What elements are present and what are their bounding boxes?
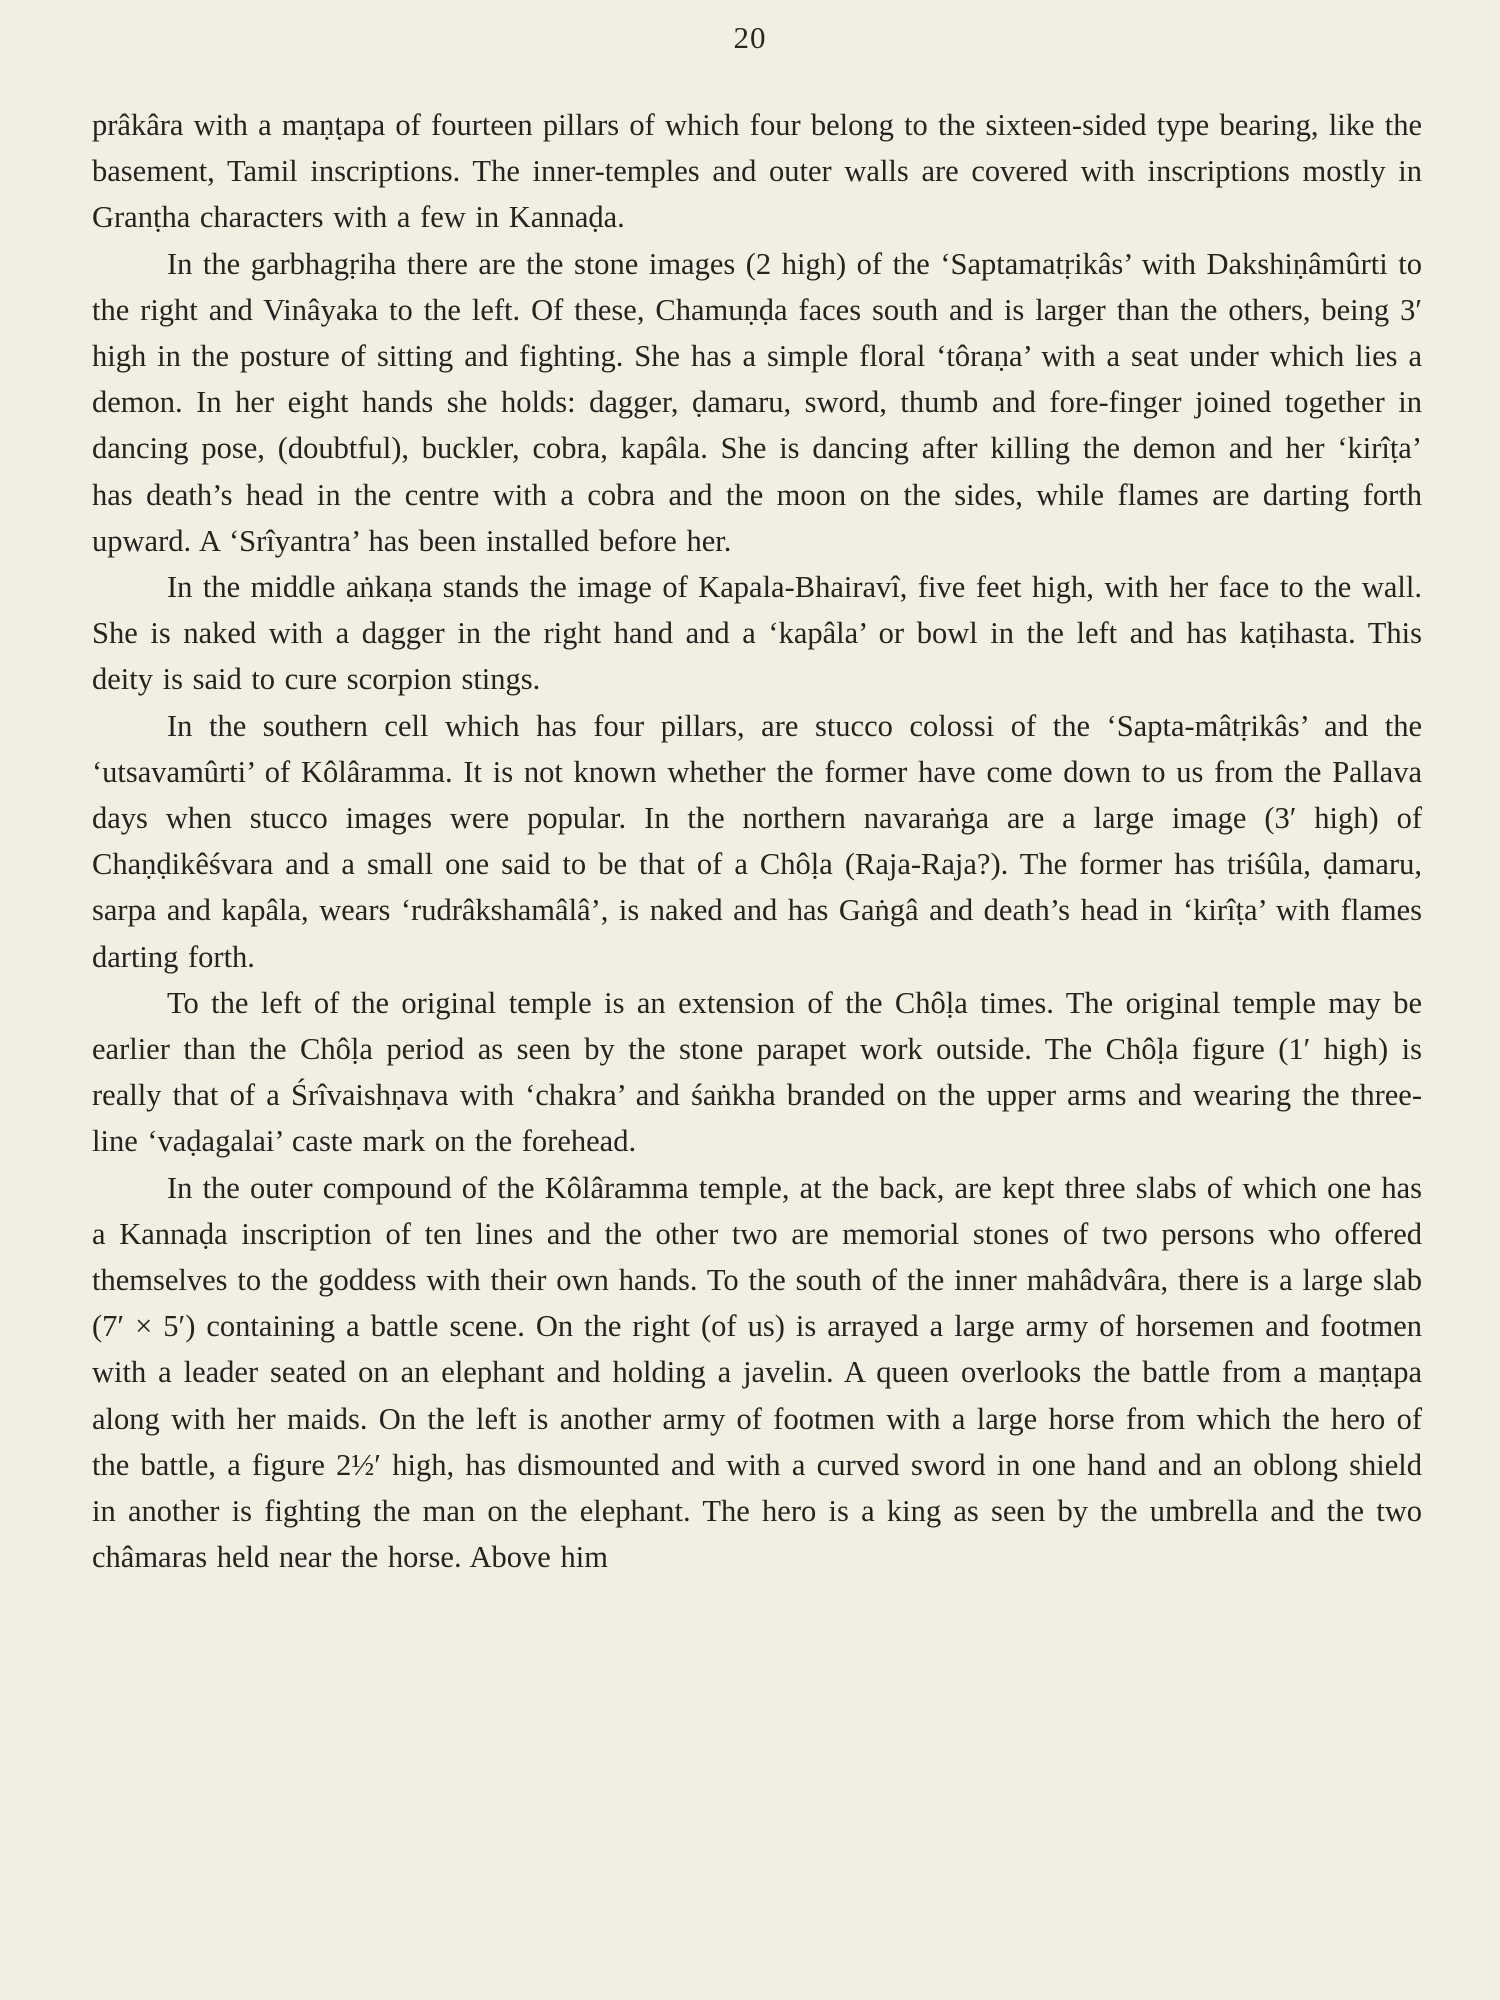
paragraph-outer-compound: In the outer compound of the Kôlâramma temple, at the back, are kept three slabs of which one has a Kannaḍa inscription of ten lines and the other two are memorial stones of two persons who offered themselves to the goddess with their own hands. To the south of the inner mahâdvâra, there is a large slab (7′ × 5′) containing a battle scene. On the right (of us) is arrayed a large army of horsemen and footmen with a leader seated on an elephant and holding a javelin. A queen overlooks the battle from a maṇṭapa along with her maids. On the left is another army of footmen with a large horse from which the hero of the battle, a figure 2½′ high, has dismounted and with a curved sword in one hand and an oblong shield in another is fighting the man on the elephant. The hero is a king as seen by the umbrella and the two châmaras held near the horse. Above him <box>92 1170 1422 1575</box>
paragraph-southern-cell: In the southern cell which has four pillars, are stucco colossi of the ‘Sapta-mâtṛikâs’ and the ‘utsavamûrti’ of Kôlâramma. It is not known whether the former have come down to us from the Pallava days when stucco images were popular. In the northern navaraṅga are a large image (3′ high) of Chaṇḍikêśvara and a small one said to be that of a Chôḷa (Raja-Raja?). The former has triśûla, ḍamaru, sarpa and kapâla, wears ‘rudrâkshamâlâ’, is naked and has Gaṅgâ and death’s head in ‘kirîṭa’ with flames darting forth. <box>92 708 1422 974</box>
body-text <box>92 102 1422 1581</box>
paragraph-chola-extension: To the left of the original temple is an extension of the Chôḷa times. The original temple may be earlier than the Chôḷa period as seen by the stone parapet work outside. The Chôḷa figure (1′ high) is really that of a Śrîvaishṇava with ‘chakra’ and śaṅkha branded on the upper arms and wearing the three-line ‘vaḍagalai’ caste mark on the forehead. <box>92 985 1422 1159</box>
paragraph-continuation: prâkâra with a maṇṭapa of fourteen pillars of which four belong to the sixteen-sided type bearing, like the basement, Tamil inscriptions. The inner-temples and outer walls are covered with inscriptions mostly in Granṭha characters with a few in Kannaḍa. <box>92 108 1422 235</box>
paragraph-ankana: In the middle aṅkaṇa stands the image of Kapala-Bhairavî, five feet high, with her face to the wall. She is naked with a dagger in the right hand and a ‘kapâla’ or bowl in the left and has kaṭihasta. This deity is said to cure scorpion stings. <box>92 570 1422 697</box>
page-number: 20 <box>733 20 767 55</box>
paragraph-garbhagriha: In the garbhagṛiha there are the stone images (2 high) of the ‘Saptamatṛikâs’ with Dakshiṇâmûrti to the right and Vinâyaka to the left. Of these, Chamuṇḍa faces south and is larger than the others, being 3′ high in the posture of sitting and fighting. She has a simple floral ‘tôraṇa’ with a seat under which lies a demon. In her eight hands she holds: dagger, ḍamaru, sword, thumb and fore-finger joined together in dancing pose, (doubtful), buckler, cobra, kapâla. She is dancing after killing the demon and her ‘kirîṭa’ has death’s head in the centre with a cobra and the moon on the sides, while flames are darting forth upward. A ‘Srîyantra’ has been installed before her. <box>92 246 1422 558</box>
